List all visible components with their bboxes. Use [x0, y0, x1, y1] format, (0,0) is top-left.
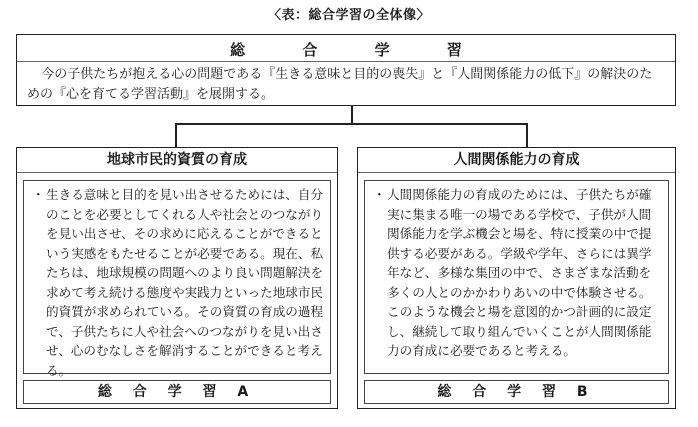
bullet-icon: ・ [373, 187, 386, 202]
right-column-body [373, 185, 662, 361]
overview-title-text: 総 合 学 習 [230, 41, 488, 59]
right-column [357, 147, 676, 409]
overview-body: 今の子供たちが抱える心の問題である『生きる意味と目的の喪失』と『人間関係能力の低下』の解決のための『心を育てる学習活動』を展開する。 [27, 67, 653, 102]
right-column-text: 人間関係能力の育成のためには、子供たちが確実に集まる唯一の場である学校で、子供が人間関係能力を学ぶ機会と場を、特に授業の中で提供する必要がある。学級や学年、さらには異学年など、多様な集団の中で、さまざまな活動を多くの人とのかかわりあいの中で体験させる。このような機会と場を意図的かつ計画的に設定し、継続して取り組んでいくことが人間関係能力の育成に必要であると考える。 [387, 187, 652, 358]
right-column-content [364, 180, 669, 374]
connector-horizontal [175, 123, 527, 125]
left-column-content [23, 180, 331, 378]
left-column [16, 147, 338, 409]
overview-title [17, 39, 675, 62]
left-column-text: 生きる意味と目的を見い出させるためには、自分のことを必要としてくれる人や社会とのつながりを見い出させ、その求めに応えることができるという実感をもたせることが必要である。現在、私たちは、地球規模の問題へのより良い問題解決を求めて考え続ける態度や実践力といった地球市民的資質が求められている。その資質の育成の過程で、子供たちに人や社会へのつながりを見い出させ、心のむなしさを解消することができると考える。 [46, 187, 324, 378]
connector-vertical-main [351, 106, 353, 124]
right-column-footer: 総 合 学 習 B [364, 380, 669, 404]
right-column-title: 人間関係能力の育成 [358, 148, 675, 173]
left-column-body [32, 185, 324, 380]
connector-left [175, 123, 177, 147]
table-caption: 〈表：総合学習の全体像〉 [267, 8, 430, 23]
bullet-icon: ・ [32, 187, 45, 202]
left-column-title: 地球市民的資質の育成 [17, 148, 337, 173]
overview-box [16, 34, 676, 106]
connector-right [526, 123, 528, 147]
left-column-footer: 総 合 学 習 A [23, 380, 331, 404]
